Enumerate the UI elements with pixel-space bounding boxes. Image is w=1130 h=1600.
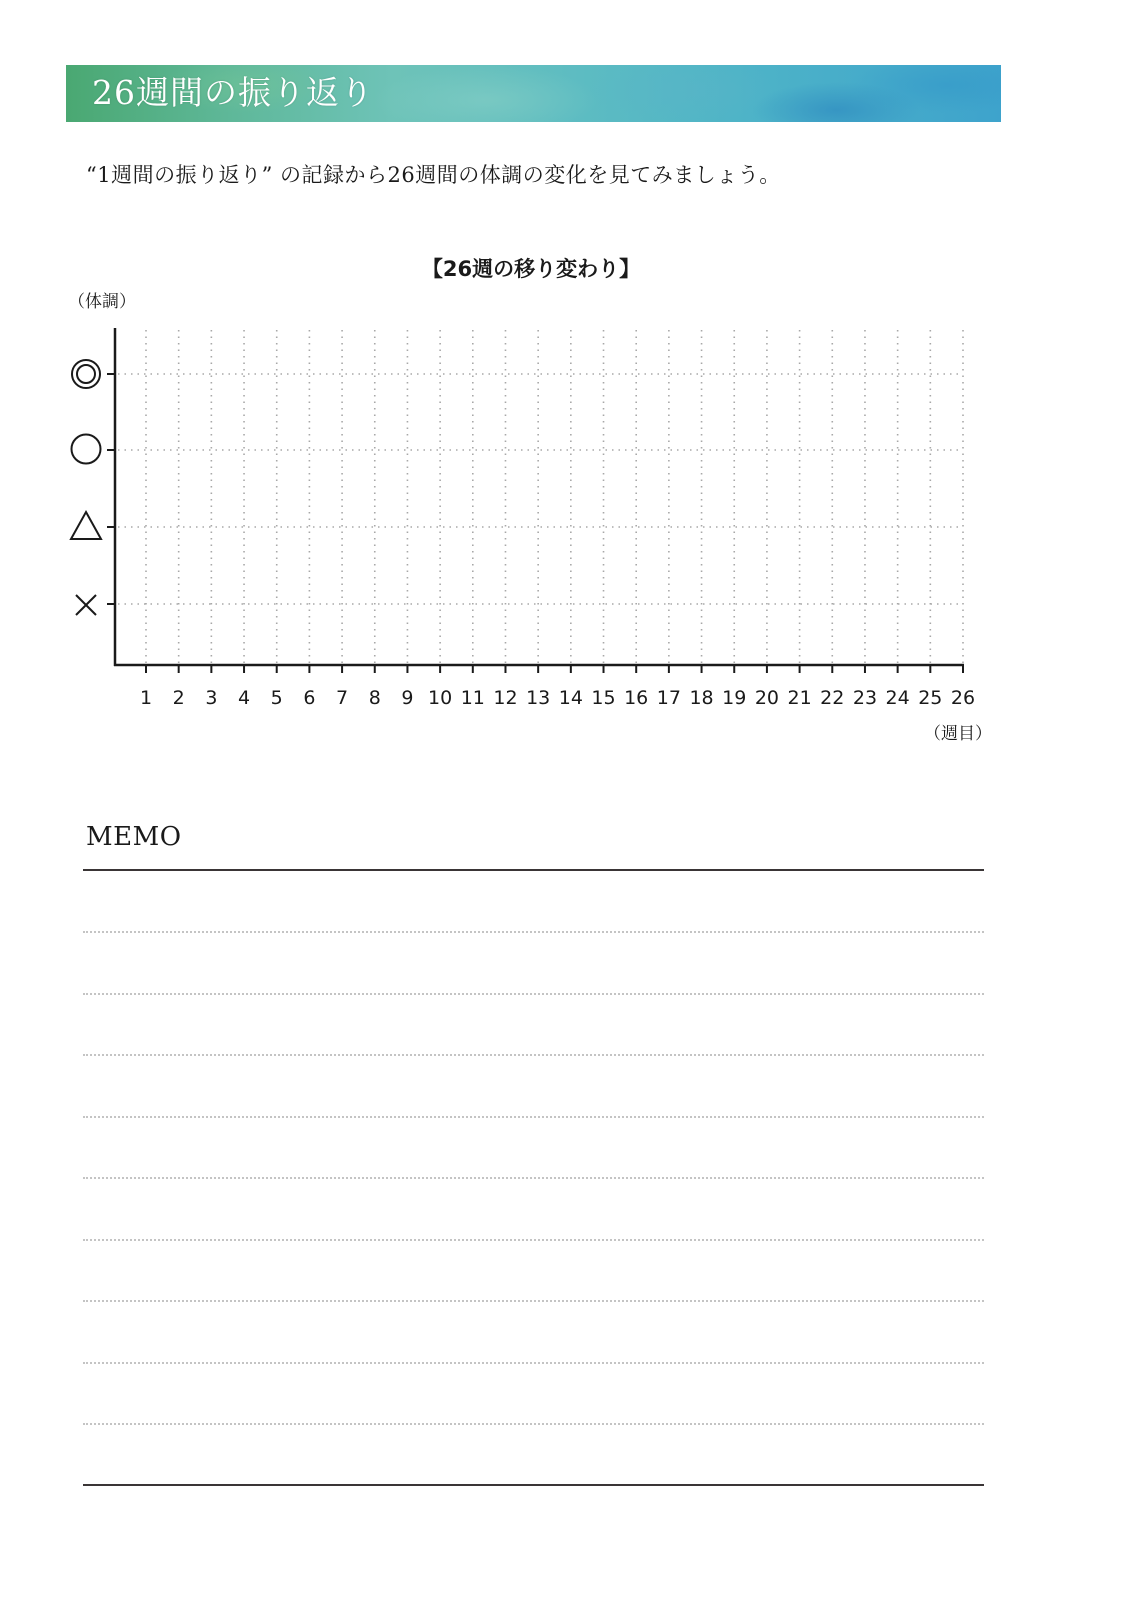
x-tick-label: 24 [885, 687, 910, 709]
memo-line[interactable] [83, 1300, 984, 1302]
page-title: 26週間の振り返り [92, 73, 374, 112]
x-tick-label: 13 [526, 687, 551, 709]
x-tick-labels [140, 687, 975, 709]
x-tick-label: 22 [820, 687, 845, 709]
x-tick-label: 11 [460, 687, 485, 709]
x-tick-label: 14 [558, 687, 583, 709]
x-tick-label: 23 [852, 687, 878, 709]
x-tick-label: 26 [950, 687, 976, 709]
double-circle-icon [72, 360, 100, 388]
memo-line[interactable] [83, 1423, 984, 1425]
circle-icon [72, 435, 101, 464]
triangle-icon [71, 512, 101, 539]
x-tick-label: 5 [270, 687, 283, 709]
memo-line[interactable] [83, 993, 984, 995]
memo-line[interactable] [83, 931, 984, 933]
x-tick-label: 7 [336, 687, 349, 709]
x-tick-label: 10 [428, 687, 453, 709]
x-tick-label: 20 [754, 687, 780, 709]
memo-line[interactable] [83, 1116, 984, 1118]
x-tick-label: 8 [368, 687, 381, 709]
x-tick-label: 9 [401, 687, 414, 709]
x-tick-label: 2 [172, 687, 185, 709]
x-tick-label: 18 [689, 687, 714, 709]
memo-top-rule [83, 869, 984, 871]
x-tick-label: 19 [722, 687, 747, 709]
x-tick-label: 3 [205, 687, 218, 709]
cross-icon [76, 595, 96, 615]
x-tick-label: 4 [237, 687, 251, 709]
memo-label: MEMO [86, 822, 182, 852]
x-tick-label: 16 [624, 687, 649, 709]
x-tick-label: 12 [493, 687, 518, 709]
memo-line[interactable] [83, 1239, 984, 1241]
memo-bottom-rule [83, 1484, 984, 1486]
memo-line[interactable] [83, 1362, 984, 1364]
memo-line[interactable] [83, 1054, 984, 1056]
x-tick-label: 15 [591, 687, 616, 709]
memo-line[interactable] [83, 1177, 984, 1179]
chart-title: 【26週の移り変わり】 [421, 257, 641, 281]
intro-text: “1週間の振り返り” の記録から26週間の体調の変化を見てみましょう。 [86, 163, 781, 187]
x-axis-label: （週目） [924, 724, 992, 744]
y-axis-label: （体調） [68, 292, 136, 312]
x-tick-label: 21 [787, 687, 812, 709]
x-tick-label: 25 [918, 687, 943, 709]
x-tick-label: 17 [656, 687, 681, 709]
vertical-gridlines [146, 330, 963, 663]
x-tick-label: 1 [139, 687, 153, 709]
chart-grid [0, 0, 1130, 760]
x-tick-label: 6 [303, 687, 316, 709]
